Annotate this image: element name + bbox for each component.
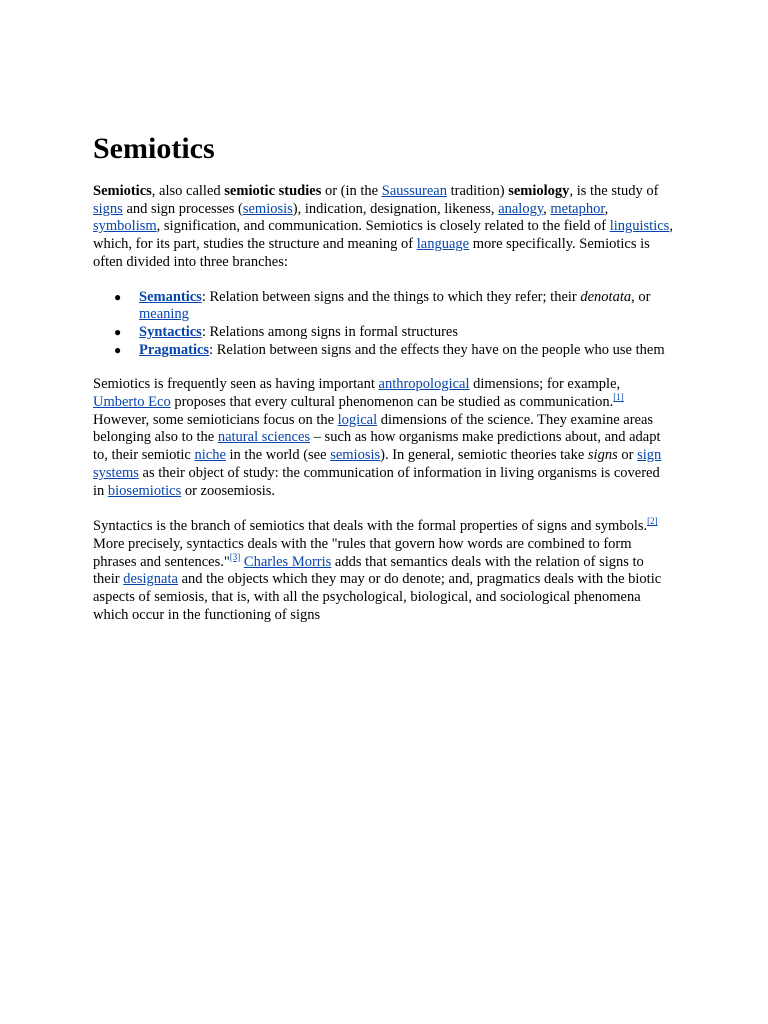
term-semiotics: Semiotics (93, 183, 152, 199)
text: : Relation between signs and the effects they have on the people who use them (209, 341, 665, 358)
link-semantics[interactable]: Semantics (139, 288, 202, 305)
text: and sign processes ( (122, 200, 243, 217)
link-biosemiotics[interactable]: biosemiotics (107, 482, 182, 499)
anthropology-paragraph (93, 376, 673, 500)
link-semiosis[interactable]: semiosis (242, 200, 293, 217)
reference-3[interactable]: [3] (229, 551, 241, 562)
text: – such as how organisms make predictions about, and adapt to, their semiotic (93, 429, 661, 464)
link-syntactics[interactable]: Syntactics (139, 323, 202, 340)
text: , is the study of (569, 183, 659, 199)
link-natural-sciences[interactable]: natural sciences (217, 429, 311, 446)
link-designata[interactable]: designata (123, 571, 178, 588)
link-semiosis-2[interactable]: semiosis (330, 447, 381, 464)
link-charles-morris[interactable]: Charles Morris (243, 553, 332, 570)
link-symbolism[interactable]: symbolism (93, 218, 157, 235)
link-metaphor[interactable]: metaphor (550, 200, 605, 217)
list-item (93, 324, 673, 342)
text: , signification, and communication. Semiotics is closely related to the field of (156, 218, 610, 235)
text: , (543, 200, 551, 217)
text: , also called (151, 183, 225, 199)
term-denotata: denotata (580, 288, 632, 305)
page-title: Semiotics (93, 132, 215, 165)
branches-list (93, 289, 673, 360)
text: as their object of study: the communication of information in living organisms is covered in (93, 464, 660, 499)
text: more specifically. Semiotics is often divided into three branches: (93, 236, 650, 270)
text: in the world (see (225, 447, 331, 464)
text: ), indication, designation, likeness, (292, 200, 499, 217)
link-analogy[interactable]: analogy (498, 200, 544, 217)
text: and the objects which they may or do denote; and, pragmatics deals with the biotic aspects of semiosis, that is, with all the psychological, biological, and sociological phenomena which occur in the functioning of signs (93, 571, 662, 623)
reference-2[interactable]: [2] (647, 516, 658, 527)
text: Syntactics is the branch of semiotics that deals with the formal properties of signs and symbols. (93, 518, 648, 535)
text: or zoosemiosis. (181, 482, 276, 499)
link-signs[interactable]: signs (93, 200, 123, 217)
bullet-icon: ● (114, 289, 122, 304)
intro-paragraph (93, 183, 673, 272)
link-logical[interactable]: logical (337, 411, 378, 428)
bullet-icon: ● (114, 342, 122, 357)
text: , or (631, 288, 651, 305)
syntactics-paragraph (93, 518, 673, 624)
text: ). In general, semiotic theories take (380, 447, 588, 464)
text: or (in the (321, 183, 382, 199)
text: However, some semioticians focus on the (93, 411, 338, 428)
text: proposes that every cultural phenomenon can be studied as communication. (170, 394, 614, 411)
link-sign-systems[interactable]: sign systems (93, 447, 662, 481)
text: or (617, 447, 638, 464)
text: : Relations among signs in formal structures (201, 323, 458, 340)
link-anthropological[interactable]: anthropological (378, 376, 470, 393)
text: tradition) (447, 183, 509, 199)
term-semiotic-studies: semiotic studies (224, 183, 322, 199)
text: dimensions; for example, (469, 376, 621, 393)
text: : Relation between signs and the things to which they refer; their (201, 288, 581, 305)
link-pragmatics[interactable]: Pragmatics (139, 341, 210, 358)
article-content (93, 131, 673, 624)
link-language[interactable]: language (416, 236, 470, 253)
link-linguistics[interactable]: linguistics (609, 218, 670, 235)
text: More precisely, syntactics deals with the "rules that govern how words are combined to form phrases and sentences." (93, 535, 632, 570)
reference-1[interactable]: [1] (613, 392, 624, 403)
link-saussurean[interactable]: Saussurean (381, 183, 447, 199)
text: , (604, 200, 609, 217)
list-item (93, 342, 673, 360)
link-niche[interactable]: niche (194, 447, 226, 464)
text: , which, for its part, studies the structure and meaning of (93, 218, 673, 253)
text: adds that semantics deals with the relation of signs to their (93, 553, 644, 588)
term-signs: signs (587, 447, 618, 464)
text: dimensions of the science. They examine areas belonging also to the (93, 411, 654, 446)
list-item (93, 289, 673, 324)
text: Semiotics is frequently seen as having important (93, 376, 379, 393)
bullet-icon: ● (114, 324, 122, 339)
link-meaning[interactable]: meaning (139, 306, 189, 323)
term-semiology: semiology (508, 183, 570, 199)
link-umberto-eco[interactable]: Umberto Eco (93, 394, 171, 411)
